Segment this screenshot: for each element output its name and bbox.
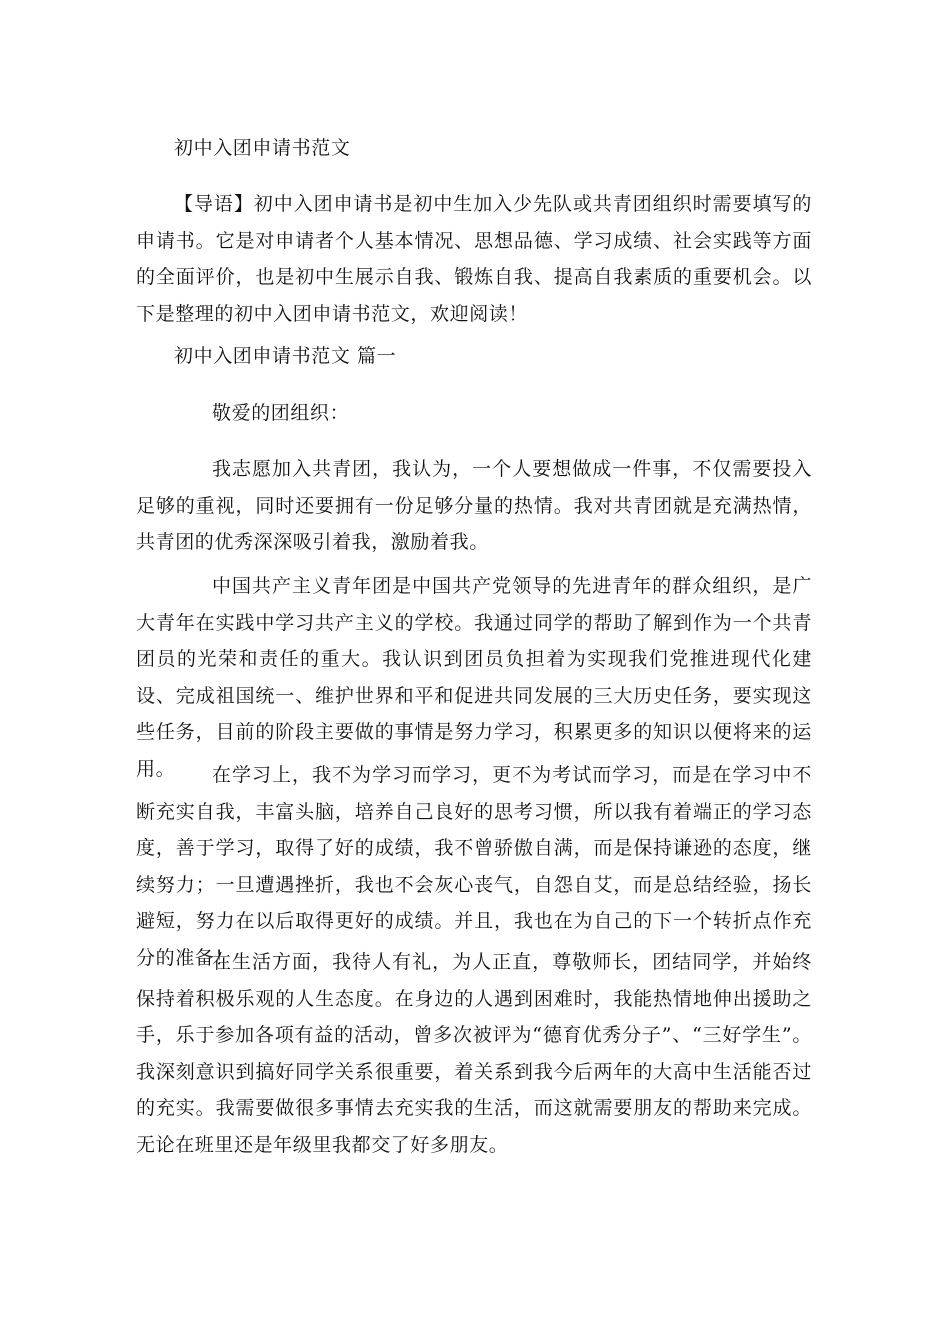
section-heading: 初中入团申请书范文 篇一 (174, 345, 397, 367)
body-paragraph-1: 我志愿加入共青团，我认为，一个人要想做成一件事，不仅需要投入足够的重视，同时还要拥有一份足够分量的热情。我对共青团就是充满热情，共青团的优秀深深吸引着我，激励着我。 (136, 458, 812, 554)
salutation: 敬爱的团组织： (212, 402, 350, 424)
document-title: 初中入团申请书范文 (174, 137, 351, 159)
intro-paragraph: 【导语】初中入团申请书是初中生加入少先队或共青团组织时需要填写的申请书。它是对申请者个人基本情况、思想品德、学习成绩、社会实践等方面的全面评价，也是初中生展示自我、锻炼自我、提高自我素质的重要机会。以下是整理的初中入团申请书范文，欢迎阅读！ (136, 193, 812, 325)
body-paragraph-3: 在学习上，我不为学习而学习，更不为考试而学习，而是在学习中不断充实自我，丰富头脑，培养自己良好的思考习惯，所以我有着端正的学习态度，善于学习，取得了好的成绩，我不曾骄傲自满，而是保持谦逊的态度，继续努力；一旦遭遇挫折，我也不会灰心丧气，自怨自艾，而是总结经验，扬长避短，努力在以后取得更好的成绩。并且，我也在为自己的下一个转折点作充分的准备！ (136, 764, 812, 969)
body-paragraph-2: 中国共产主义青年团是中国共产党领导的先进青年的群众组织，是广大青年在实践中学习共产主义的学校。我通过同学的帮助了解到作为一个共青团员的光荣和责任的重大。我认识到团员负担着为实现我们党推进现代化建设、完成祖国统一、维护世界和平和促进共同发展的三大历史任务，要实现这些任务，目前的阶段主要做的事情是努力学习，积累更多的知识以便将来的运用。 (136, 575, 812, 780)
body-paragraph-4: 在生活方面，我待人有礼，为人正直，尊敬师长，团结同学，并始终保持着积极乐观的人生态度。在身边的人遇到困难时，我能热情地伸出援助之手，乐于参加各项有益的活动，曾多次被评为“德育优秀分子”、“三好学生”。我深刻意识到搞好同学关系很重要，着关系到我今后两年的大高中生活能否过的充实。我需要做很多事情去充实我的生活，而这就需要朋友的帮助来完成。无论在班里还是年级里我都交了好多朋友。 (136, 951, 812, 1156)
